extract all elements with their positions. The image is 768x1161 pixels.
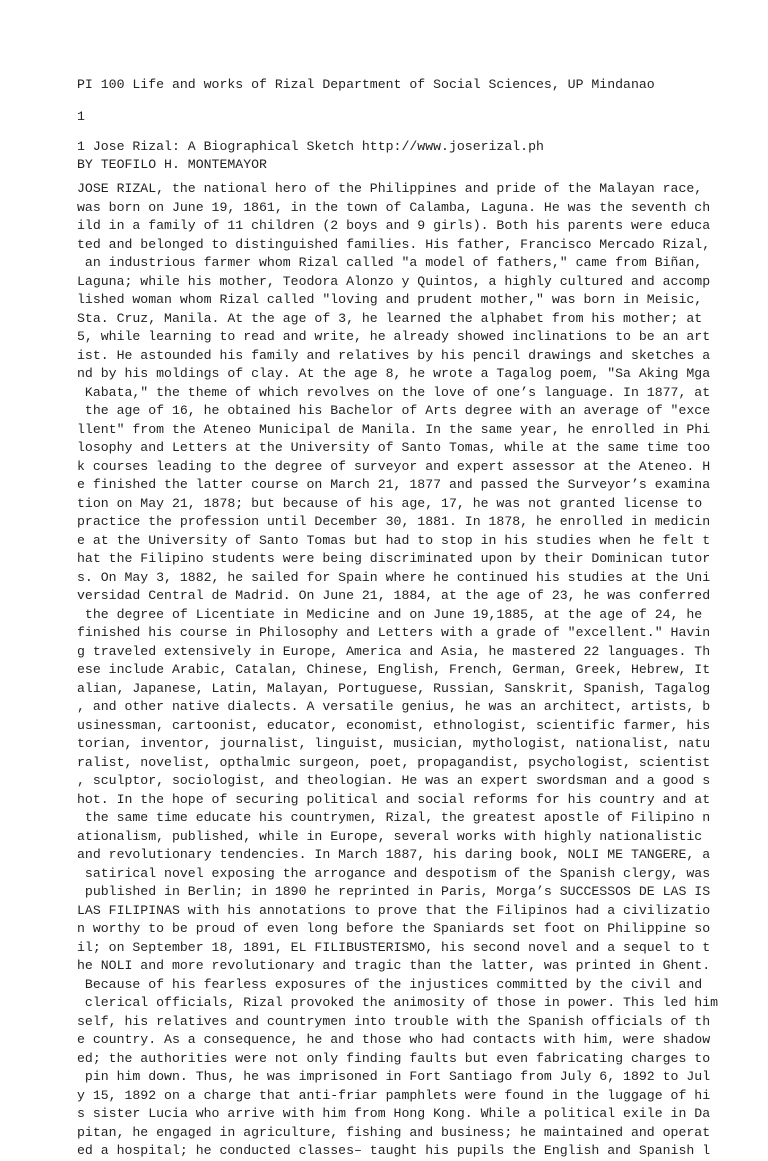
body-line: Laguna; while his mother, Teodora Alonzo y Quintos, a highly cultured and accomp: [77, 273, 711, 289]
body-line: the degree of Licentiate in Medicine and on June 19,1885, at the age of 24, he: [77, 606, 703, 622]
body-line: Kabata," the theme of which revolves on the love of one’s language. In 1877, at: [77, 384, 711, 400]
body-line: k courses leading to the degree of surveyor and expert assessor at the Ateneo. H: [77, 458, 711, 474]
body-line: LAS FILIPINAS with his annotations to prove that the Filipinos had a civilizatio: [77, 902, 711, 918]
body-line: and revolutionary tendencies. In March 1887, his daring book, NOLI ME TANGERE, a: [77, 847, 711, 862]
body-line: pin him down. Thus, he was imprisoned in Fort Santiago from July 6, 1892 to Jul: [77, 1069, 711, 1084]
body-line: alian, Japanese, Latin, Malayan, Portuguese, Russian, Sanskrit, Spanish, Tagalog: [77, 680, 711, 696]
body-line: nd by his moldings of clay. At the age 8, he wrote a Tagalog poem, "Sa Aking Mga: [77, 366, 711, 381]
body-line: il; on September 18, 1891, EL FILIBUSTERISMO, his second novel and a sequel to t: [77, 939, 711, 955]
body-line: clerical officials, Rizal provoked the animosity of those in power. This led him: [77, 995, 719, 1010]
body-line: losophy and Letters at the University of Santo Tomas, while at the same time too: [77, 440, 711, 455]
body-line: ese include Arabic, Catalan, Chinese, English, French, German, Greek, Hebrew, It: [77, 662, 711, 677]
body-line: n worthy to be proud of even long before the Spaniards set foot on Philippine so: [77, 921, 711, 936]
article-body: [77, 180, 718, 1161]
body-line: self, his relatives and countrymen into trouble with the Spanish officials of th: [77, 1013, 711, 1029]
body-line: published in Berlin; in 1890 he reprinted in Paris, Morga’s SUCCESSOS DE LAS IS: [77, 884, 711, 899]
course-header: PI 100 Life and works of Rizal Department of Social Sciences, UP Mindanao: [77, 77, 655, 92]
body-line: practice the profession until December 30, 1881. In 1878, he enrolled in medicin: [77, 514, 711, 529]
body-line: Because of his fearless exposures of the injustices committed by the civil and: [77, 976, 703, 992]
body-line: hat the Filipino students were being discriminated upon by their Dominican tutor: [77, 551, 711, 566]
body-line: finished his course in Philosophy and Letters with a grade of "excellent." Havin: [77, 625, 711, 640]
body-line: e at the University of Santo Tomas but had to stop in his studies when he felt t: [77, 532, 711, 548]
body-line: llent" from the Ateneo Municipal de Manila. In the same year, he enrolled in Phi: [77, 421, 711, 437]
body-line: JOSE RIZAL, the national hero of the Philippines and pride of the Malayan race,: [77, 181, 703, 196]
body-line: hot. In the hope of securing political and social reforms for his country and at: [77, 791, 711, 807]
body-line: satirical novel exposing the arrogance and despotism of the Spanish clergy, was: [77, 865, 711, 881]
body-line: the same time educate his countrymen, Rizal, the greatest apostle of Filipino n: [77, 810, 711, 825]
body-line: the age of 16, he obtained his Bachelor of Arts degree with an average of "exce: [77, 403, 711, 418]
article-byline: BY TEOFILO H. MONTEMAYOR: [77, 157, 267, 172]
body-line: pitan, he engaged in agriculture, fishing and business; he maintained and operat: [77, 1124, 711, 1140]
body-line: ralist, novelist, opthalmic surgeon, poet, propagandist, psychologist, scientist: [77, 754, 711, 770]
body-line: e country. As a consequence, he and those who had contacts with him, were shadow: [77, 1032, 711, 1047]
body-line: ted and belonged to distinguished families. His father, Francisco Mercado Rizal,: [77, 236, 711, 252]
body-line: was born on June 19, 1861, in the town of Calamba, Laguna. He was the seventh ch: [77, 199, 711, 215]
body-line: Sta. Cruz, Manila. At the age of 3, he learned the alphabet from his mother; at: [77, 310, 703, 326]
body-line: g traveled extensively in Europe, America and Asia, he mastered 22 languages. Th: [77, 643, 711, 659]
body-line: , and other native dialects. A versatile genius, he was an architect, artists, b: [77, 699, 711, 714]
article-title: 1 Jose Rizal: A Biographical Sketch http://www.joserizal.ph: [77, 139, 544, 154]
body-line: usinessman, cartoonist, educator, economist, ethnologist, scientific farmer, his: [77, 717, 711, 733]
body-line: an industrious farmer whom Rizal called "a model of fathers," came from Biñan,: [77, 255, 703, 270]
body-line: versidad Central de Madrid. On June 21, 1884, at the age of 23, he was conferred: [77, 588, 711, 603]
body-line: tion on May 21, 1878; but because of his age, 17, he was not granted license to: [77, 495, 703, 511]
body-line: ed; the authorities were not only finding faults but even fabricating charges to: [77, 1050, 711, 1066]
body-line: ild in a family of 11 children (2 boys and 9 girls). Both his parents were educa: [77, 218, 711, 233]
body-line: y 15, 1892 on a charge that anti-friar pamphlets were found in the luggage of hi: [77, 1087, 711, 1103]
body-line: s sister Lucia who arrive with him from Hong Kong. While a political exile in Da: [77, 1106, 711, 1121]
body-line: , sculptor, sociologist, and theologian. He was an expert swordsman and a good s: [77, 773, 711, 788]
body-line: torian, inventor, journalist, linguist, musician, mythologist, nationalist, natu: [77, 736, 711, 751]
body-line: ationalism, published, while in Europe, several works with highly nationalistic: [77, 828, 703, 844]
body-line: lished woman whom Rizal called "loving and prudent mother," was born in Meisic,: [77, 292, 703, 307]
body-line: ist. He astounded his family and relatives by his pencil drawings and sketches a: [77, 347, 711, 363]
body-line: e finished the latter course on March 21, 1877 and passed the Surveyor’s examina: [77, 477, 711, 492]
page-number: 1: [77, 109, 85, 124]
body-line: 5, while learning to read and write, he already showed inclinations to be an art: [77, 329, 711, 344]
body-line: he NOLI and more revolutionary and tragic than the latter, was printed in Ghent.: [77, 958, 711, 973]
body-line: ed a hospital; he conducted classes– taught his pupils the English and Spanish l: [77, 1143, 711, 1158]
body-line: s. On May 3, 1882, he sailed for Spain where he continued his studies at the Uni: [77, 569, 711, 585]
